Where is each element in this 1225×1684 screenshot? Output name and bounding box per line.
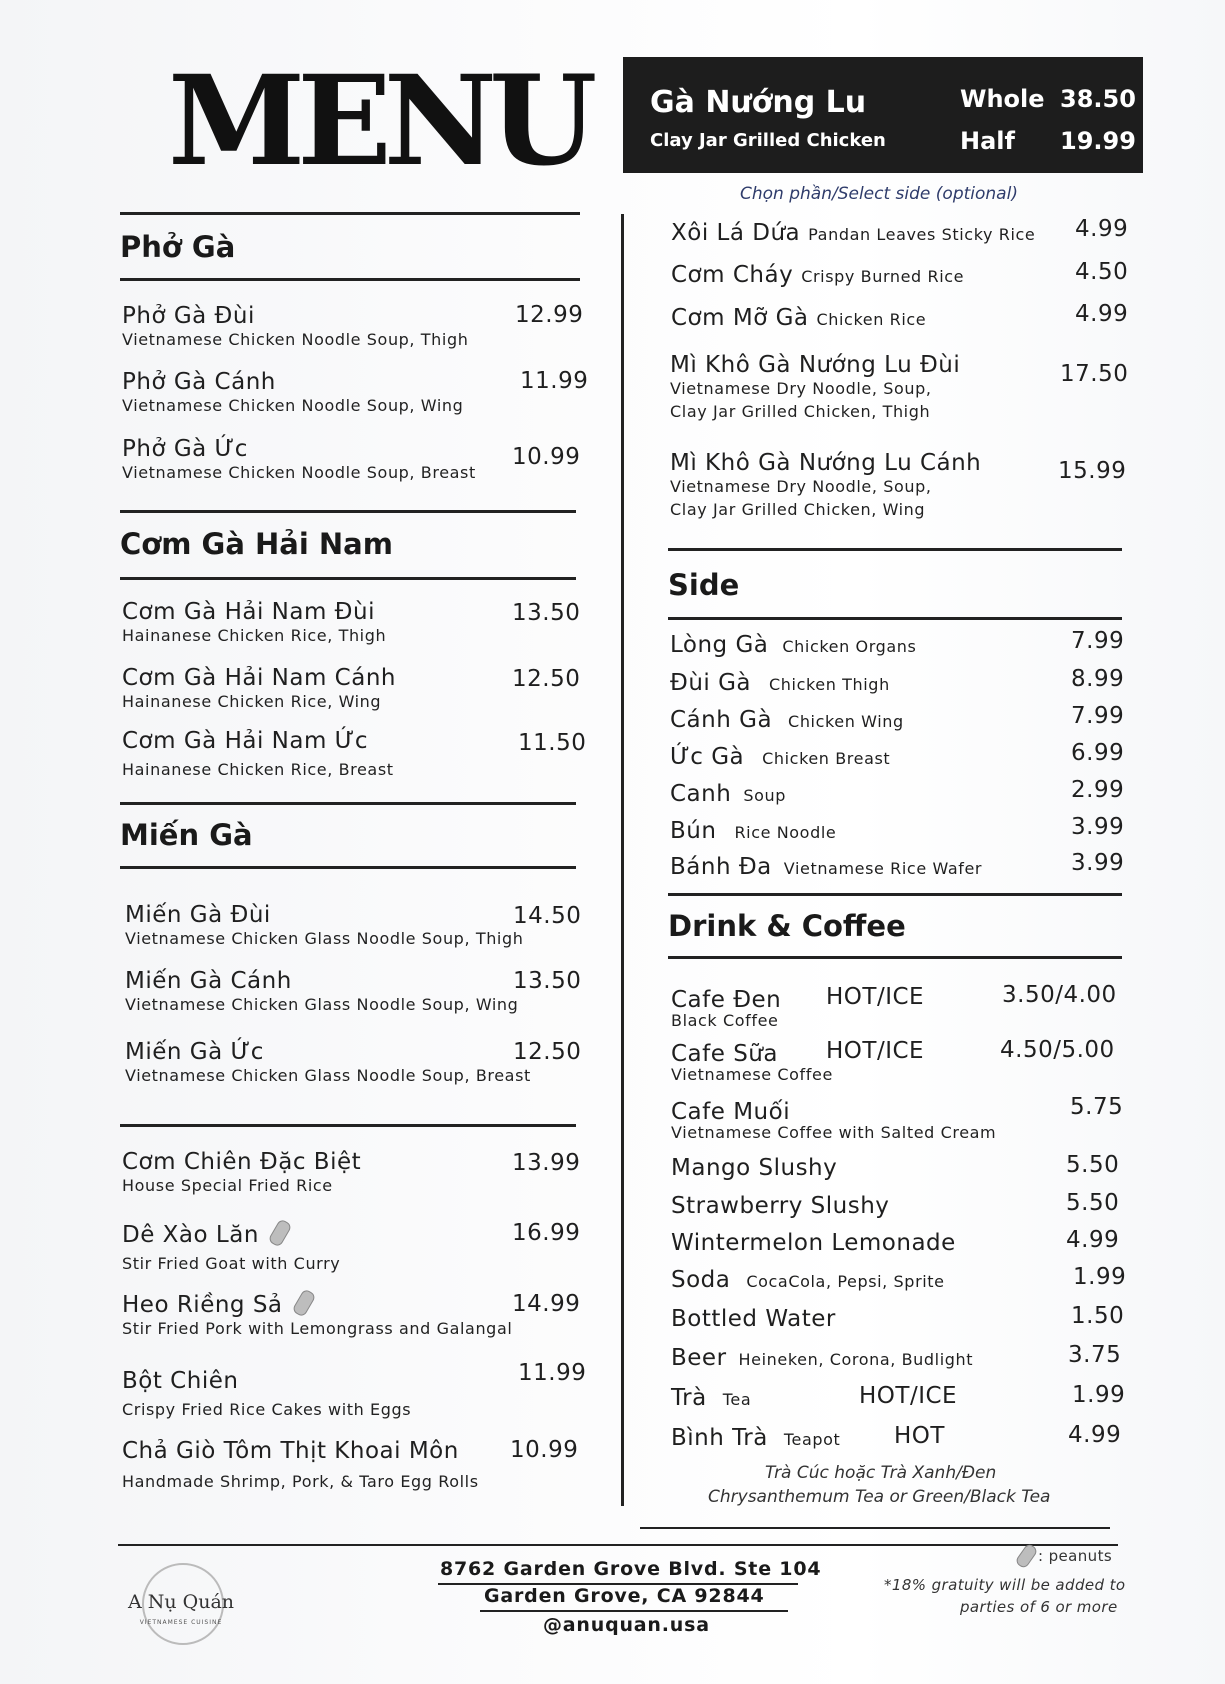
logo-subtitle: VIETNAMESE CUISINE xyxy=(139,1619,223,1626)
column-divider xyxy=(621,214,624,1506)
item-name: Mì Khô Gà Nướng Lu Cánh xyxy=(670,450,982,476)
whole-price: 38.50 xyxy=(1060,85,1136,113)
item-desc: Heineken, Corona, Budlight xyxy=(738,1350,974,1369)
gratuity-note-1: *18% gratuity will be added to xyxy=(884,1576,1126,1594)
item-name-text: Dê Xào Lăn xyxy=(122,1222,259,1248)
item-price: 6.99 xyxy=(1071,740,1125,766)
item-price: 5.50 xyxy=(1066,1190,1120,1216)
item-price: 7.99 xyxy=(1071,703,1125,729)
whole-label: Whole xyxy=(960,85,1045,113)
menu-item xyxy=(122,728,394,779)
item-name: Ức Gà xyxy=(670,744,745,770)
drink-item xyxy=(671,1306,836,1332)
item-name: Strawberry Slushy xyxy=(671,1193,890,1219)
item-price: 12.50 xyxy=(513,1039,582,1065)
item-desc: Vietnamese Chicken Glass Noodle Soup, Wing xyxy=(125,995,519,1014)
item-desc: Soup xyxy=(743,786,786,805)
drink-item xyxy=(671,1193,889,1219)
item-price: 4.99 xyxy=(1075,301,1129,327)
drink-item xyxy=(671,1267,945,1293)
divider xyxy=(120,1124,576,1127)
item-desc: Vietnamese Chicken Noodle Soup, Wing xyxy=(122,396,464,415)
item-price: 4.50 xyxy=(1075,259,1129,285)
side-option xyxy=(671,305,926,331)
drink-item xyxy=(671,1425,840,1451)
side-item xyxy=(670,781,786,807)
item-desc: Vietnamese Dry Noodle, Soup, xyxy=(670,477,932,496)
menu-item xyxy=(122,436,476,482)
section-title-pho-ga: Phở Gà xyxy=(120,230,236,264)
item-price: 13.50 xyxy=(513,968,582,994)
item-price: 12.99 xyxy=(515,302,584,328)
item-desc: Crispy Fried Rice Cakes with Eggs xyxy=(122,1400,412,1419)
side-option xyxy=(671,262,964,288)
item-name: Bánh Đa xyxy=(670,854,772,880)
item-desc: Vietnamese Dry Noodle, Soup, xyxy=(670,379,932,398)
featured-box xyxy=(623,57,1143,173)
item-name: Phở Gà Đùi xyxy=(122,303,255,329)
item-price: 1.99 xyxy=(1072,1382,1126,1408)
item-desc: Chicken Organs xyxy=(782,637,917,656)
item-desc: Clay Jar Grilled Chicken, Wing xyxy=(670,500,926,519)
item-name-text: Heo Riềng Sả xyxy=(122,1292,283,1318)
item-name: Soda xyxy=(671,1267,731,1293)
item-name: Bún xyxy=(670,818,717,844)
item-desc: Chicken Rice xyxy=(816,310,927,329)
temp-option: HOT/ICE xyxy=(826,1038,925,1064)
social-handle: @anuquan.usa xyxy=(543,1614,710,1636)
address-line-2: Garden Grove, CA 92844 xyxy=(484,1585,765,1607)
item-desc: Vietnamese Chicken Noodle Soup, Thigh xyxy=(122,330,469,349)
item-price: 1.50 xyxy=(1071,1303,1125,1329)
menu-item xyxy=(122,369,463,415)
item-price: 5.75 xyxy=(1070,1094,1124,1120)
drink-item xyxy=(671,1155,837,1181)
restaurant-logo xyxy=(118,1563,244,1645)
item-desc: Chicken Breast xyxy=(762,749,891,768)
menu-item xyxy=(122,1368,411,1419)
item-price: 11.50 xyxy=(518,730,587,756)
item-name: Cơm Chiên Đặc Biệt xyxy=(122,1149,362,1175)
item-price: 10.99 xyxy=(510,1437,579,1463)
temp-option: HOT/ICE xyxy=(826,984,925,1010)
item-desc: Tea xyxy=(722,1390,752,1409)
item-price: 4.50/5.00 xyxy=(1000,1037,1115,1063)
item-price: 4.99 xyxy=(1068,1422,1122,1448)
item-name: Bình Trà xyxy=(671,1425,768,1451)
side-option xyxy=(671,220,1035,246)
item-price: 4.99 xyxy=(1066,1227,1120,1253)
drink-item xyxy=(671,1099,996,1142)
item-desc: Pandan Leaves Sticky Rice xyxy=(808,225,1036,244)
item-name: Phở Gà Cánh xyxy=(122,369,276,395)
item-desc: House Special Fried Rice xyxy=(122,1176,333,1195)
item-name: Cơm Gà Hải Nam Đùi xyxy=(122,599,375,625)
menu-item xyxy=(125,902,523,948)
item-price: 12.50 xyxy=(512,666,581,692)
temp-option: HOT/ICE xyxy=(859,1383,958,1409)
divider xyxy=(120,278,580,281)
menu-title: MENU xyxy=(168,49,590,194)
item-desc: Chicken Wing xyxy=(788,712,904,731)
footer-divider xyxy=(118,1544,1118,1546)
menu-item xyxy=(122,1220,340,1273)
item-desc: Vietnamese Rice Wafer xyxy=(783,859,983,878)
menu-item xyxy=(122,1149,361,1195)
item-desc: Vietnamese Chicken Glass Noodle Soup, Breast xyxy=(125,1066,531,1085)
item-name: Bottled Water xyxy=(671,1306,836,1332)
half-label: Half xyxy=(960,127,1015,155)
item-name: Phở Gà Ức xyxy=(122,436,248,462)
menu-item xyxy=(122,1438,479,1491)
side-item xyxy=(670,707,904,733)
item-name: Canh xyxy=(670,781,732,807)
item-price: 13.99 xyxy=(512,1150,581,1176)
item-price: 3.50/4.00 xyxy=(1002,982,1117,1008)
item-price: 3.75 xyxy=(1068,1342,1122,1368)
drink-item xyxy=(671,1230,956,1256)
item-desc: Vietnamese Coffee with Salted Cream xyxy=(671,1123,997,1142)
drink-item xyxy=(671,987,781,1030)
item-name: Cơm Mỡ Gà xyxy=(671,305,809,331)
gratuity-note-2: parties of 6 or more xyxy=(960,1598,1118,1616)
item-name: Mì Khô Gà Nướng Lu Đùi xyxy=(670,352,961,378)
item-price: 5.50 xyxy=(1066,1152,1120,1178)
divider xyxy=(668,893,1122,896)
item-name: Cafe Đen xyxy=(671,987,782,1013)
item-name: Cơm Gà Hải Nam Cánh xyxy=(122,665,396,691)
featured-name: Gà Nướng Lu xyxy=(650,85,867,120)
item-name xyxy=(122,1290,512,1318)
item-desc: Crispy Burned Rice xyxy=(801,267,965,286)
item-price: 11.99 xyxy=(520,368,589,394)
menu-item xyxy=(125,968,518,1014)
item-name: Mango Slushy xyxy=(671,1155,838,1181)
menu-item xyxy=(670,450,981,519)
item-price: 4.99 xyxy=(1075,216,1129,242)
item-price: 2.99 xyxy=(1071,777,1125,803)
item-desc: Hainanese Chicken Rice, Wing xyxy=(122,692,382,711)
item-name: Cơm Cháy xyxy=(671,262,794,288)
select-side-note: Chọn phần/Select side (optional) xyxy=(740,184,1018,204)
side-item xyxy=(670,632,916,658)
divider xyxy=(120,866,576,869)
item-name: Miến Gà Đùi xyxy=(125,902,271,928)
item-name: Cafe Muối xyxy=(671,1099,791,1125)
item-name: Cơm Gà Hải Nam Ức xyxy=(122,728,369,754)
side-item xyxy=(670,818,836,844)
section-title-side: Side xyxy=(668,568,740,602)
item-desc: Vietnamese Coffee xyxy=(671,1065,833,1084)
item-price: 14.50 xyxy=(513,903,582,929)
divider xyxy=(668,956,1122,959)
item-price: 3.99 xyxy=(1071,850,1125,876)
item-price: 7.99 xyxy=(1071,628,1125,654)
half-price: 19.99 xyxy=(1060,127,1136,155)
item-price: 11.99 xyxy=(518,1360,587,1386)
featured-desc: Clay Jar Grilled Chicken xyxy=(650,130,886,151)
item-name: Chả Giò Tôm Thịt Khoai Môn xyxy=(122,1438,459,1464)
menu-item xyxy=(122,599,386,645)
item-name: Xôi Lá Dứa xyxy=(671,220,801,246)
peanut-icon xyxy=(1014,1542,1038,1569)
peanut-icon xyxy=(267,1218,292,1248)
item-name: Trà xyxy=(671,1385,707,1411)
section-title-mien-ga: Miến Gà xyxy=(120,818,253,852)
divider xyxy=(668,617,1122,620)
section-title-drinks: Drink & Coffee xyxy=(668,909,906,943)
peanut-icon xyxy=(291,1288,316,1318)
item-price: 3.99 xyxy=(1071,814,1125,840)
item-desc: Black Coffee xyxy=(671,1011,779,1030)
item-desc: Stir Fried Goat with Curry xyxy=(122,1254,341,1273)
item-name: Beer xyxy=(671,1345,727,1371)
item-name: Wintermelon Lemonade xyxy=(671,1230,956,1256)
temp-option: HOT xyxy=(894,1423,945,1449)
divider xyxy=(120,212,580,215)
item-name: Đùi Gà xyxy=(670,670,752,696)
divider xyxy=(668,548,1122,551)
item-price: 8.99 xyxy=(1071,666,1125,692)
drink-item xyxy=(671,1385,751,1411)
item-price: 15.99 xyxy=(1058,458,1127,484)
side-item xyxy=(670,854,982,880)
item-price: 17.50 xyxy=(1060,361,1129,387)
item-desc: Teapot xyxy=(783,1430,841,1449)
item-price: 14.99 xyxy=(512,1291,581,1317)
footer-divider-right xyxy=(640,1527,1110,1529)
side-item xyxy=(670,670,890,696)
item-desc: Rice Noodle xyxy=(734,823,837,842)
item-desc: Vietnamese Chicken Glass Noodle Soup, Thigh xyxy=(125,929,524,948)
drink-item xyxy=(671,1041,833,1084)
menu-item xyxy=(122,303,468,349)
item-name: Cafe Sữa xyxy=(671,1041,778,1067)
item-desc: Hainanese Chicken Rice, Thigh xyxy=(122,626,387,645)
divider xyxy=(120,802,576,805)
address-underline xyxy=(480,1610,788,1612)
item-price: 10.99 xyxy=(512,444,581,470)
divider xyxy=(120,577,576,580)
item-name: Miến Gà Ức xyxy=(125,1039,264,1065)
logo-text: A Nụ Quán xyxy=(127,1591,235,1613)
item-desc: Clay Jar Grilled Chicken, Thigh xyxy=(670,402,931,421)
item-price: 16.99 xyxy=(512,1220,581,1246)
tea-note-vi: Trà Cúc hoặc Trà Xanh/Đen xyxy=(765,1463,997,1483)
item-desc: Vietnamese Chicken Noodle Soup, Breast xyxy=(122,463,476,482)
item-desc: Handmade Shrimp, Pork, & Taro Egg Rolls xyxy=(122,1472,479,1491)
peanut-legend: : peanuts xyxy=(1038,1547,1113,1565)
divider xyxy=(120,510,576,513)
item-desc: Chicken Thigh xyxy=(769,675,890,694)
item-price: 13.50 xyxy=(512,600,581,626)
address-line-1: 8762 Garden Grove Blvd. Ste 104 xyxy=(440,1558,822,1580)
item-name xyxy=(122,1220,340,1248)
item-name: Bột Chiên xyxy=(122,1368,239,1394)
item-desc: Stir Fried Pork with Lemongrass and Galangal xyxy=(122,1319,513,1338)
side-item xyxy=(670,744,890,770)
menu-item xyxy=(122,1290,512,1338)
menu-item xyxy=(670,352,960,421)
item-name: Cánh Gà xyxy=(670,707,773,733)
section-title-com-ga: Cơm Gà Hải Nam xyxy=(120,527,393,561)
item-desc: CocaCola, Pepsi, Sprite xyxy=(746,1272,945,1291)
drink-item xyxy=(671,1345,973,1371)
item-desc: Hainanese Chicken Rice, Breast xyxy=(122,760,394,779)
tea-note-en: Chrysanthemum Tea or Green/Black Tea xyxy=(708,1487,1051,1507)
menu-item xyxy=(125,1039,531,1085)
item-price: 1.99 xyxy=(1073,1264,1127,1290)
item-name: Lòng Gà xyxy=(670,632,769,658)
menu-item xyxy=(122,665,396,711)
item-name: Miến Gà Cánh xyxy=(125,968,292,994)
